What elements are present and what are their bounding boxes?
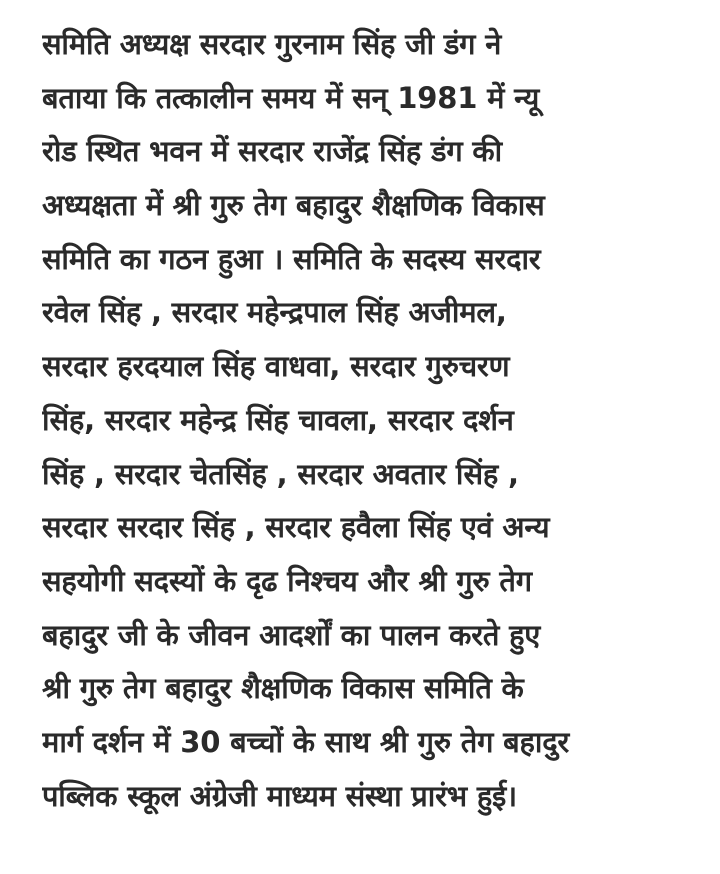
text-line: पब्लिक स्कूल अंग्रेजी माध्यम संस्था प्रारंभ हुई।: [42, 778, 517, 813]
text-line: अध्यक्षता में श्री गुरु तेग बहादुर शैक्षणिक विकास: [42, 188, 545, 223]
text-line: समिति का गठन हुआ । समिति के सदस्य सरदार: [42, 241, 541, 276]
text-line: रोड स्थित भवन में सरदार राजेंद्र सिंह डंग की: [42, 134, 502, 169]
text-line: सहयोगी सदस्यों के दृढ निश्चय और श्री गुरु तेग: [42, 563, 532, 598]
text-line: बताया कि तत्कालीन समय में सन् 1981 में न्यू: [42, 80, 540, 115]
text-line: सरदार सरदार सिंह , सरदार हवैला सिंह एवं अन्य: [42, 510, 550, 545]
text-line: समिति अध्यक्ष सरदार गुरनाम सिंह जी डंग ने: [42, 27, 502, 61]
text-line: रवेल सिंह , सरदार महेन्द्रपाल सिंह अजीमल,: [42, 295, 507, 330]
text-line: श्री गुरु तेग बहादुर शैक्षणिक विकास समिति के: [42, 671, 524, 706]
text-line: बहादुर जी के जीवन आदर्शों का पालन करते हुए: [42, 617, 541, 652]
text-line: सिंह, सरदार महेन्द्र सिंह चावला, सरदार दर्शन: [42, 402, 514, 437]
text-line: मार्ग दर्शन में 30 बच्चों के साथ श्री गुरु तेग बहादुर: [42, 724, 570, 759]
article-text: [42, 18, 692, 823]
text-line: सिंह , सरदार चेतसिंह , सरदार अवतार सिंह ,: [42, 456, 519, 491]
text-line: सरदार हरदयाल सिंह वाधवा, सरदार गुरुचरण: [42, 349, 510, 384]
